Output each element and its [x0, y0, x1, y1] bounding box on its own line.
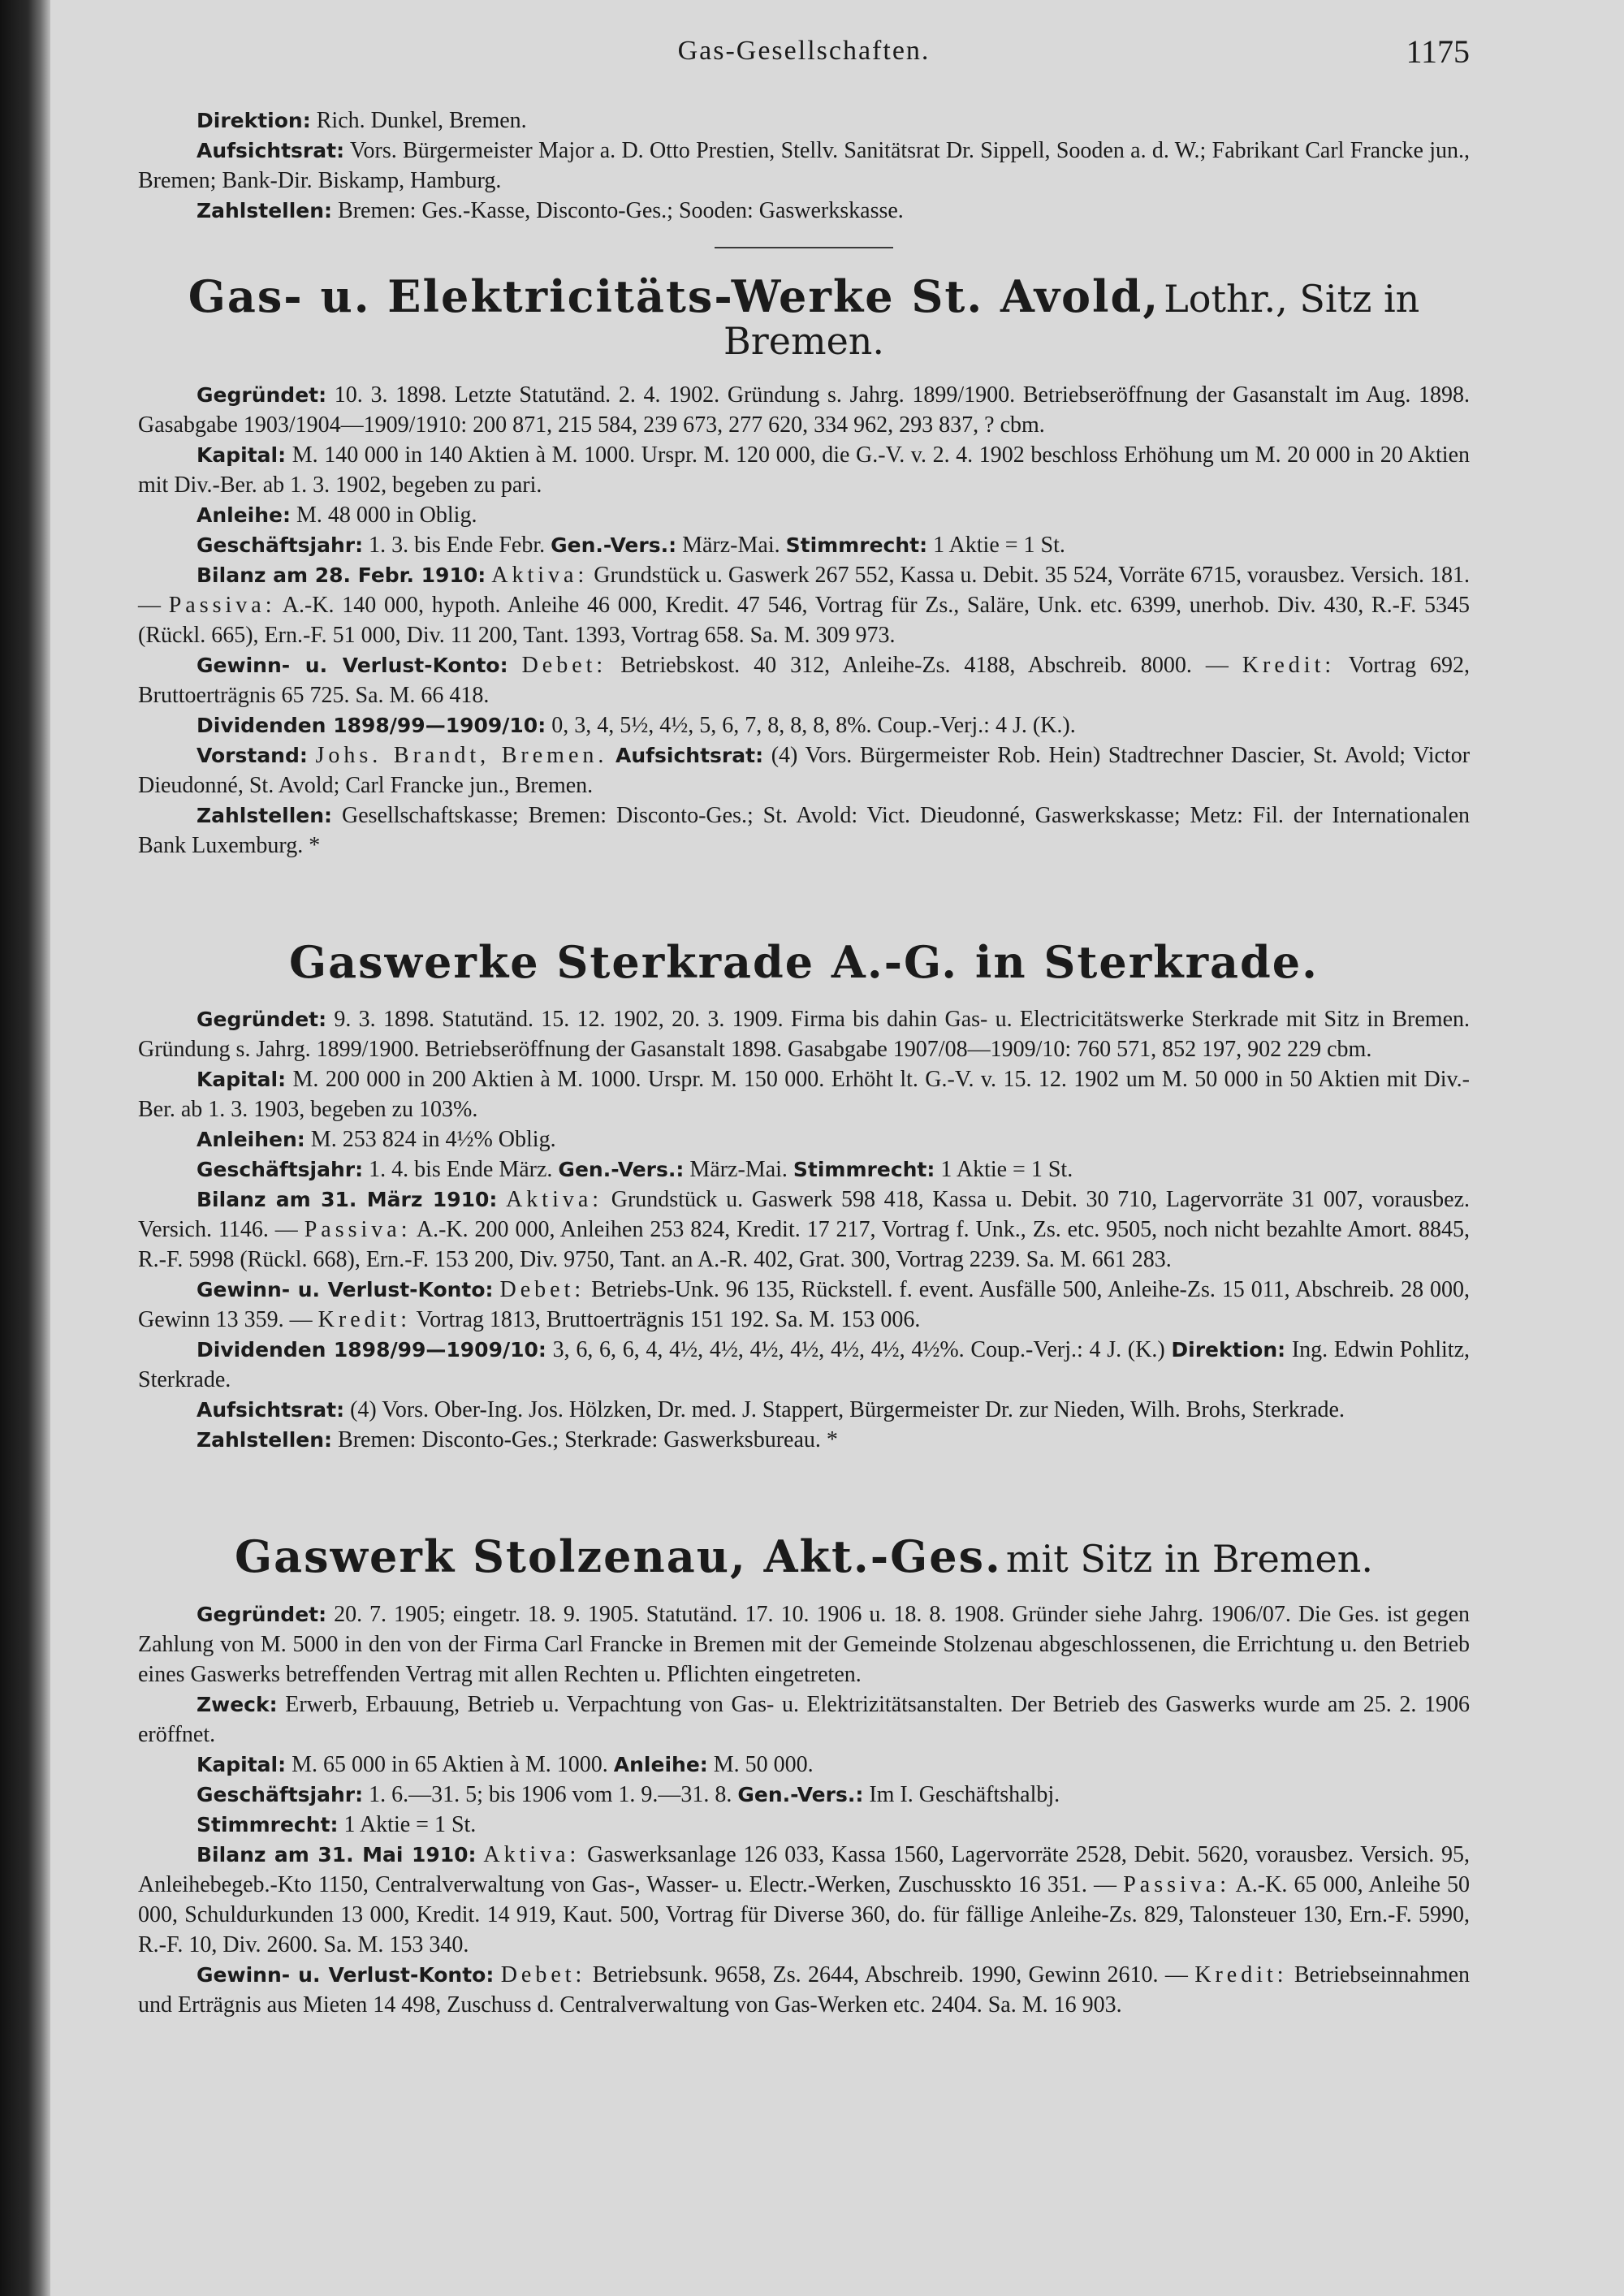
stolzenau-stimmrecht [138, 1810, 1470, 1840]
label: Zahlstellen: [197, 199, 333, 222]
avold-guv [138, 650, 1470, 710]
stolzenau-zweck [138, 1690, 1470, 1750]
text: (4) Vors. Ober-Ing. Jos. Hölzken, Dr. med. J. Stappert, Bürgermeister Dr. zur Nieden, Wilh. Brohs, Sterkrade. [350, 1397, 1345, 1423]
label: Geschäftsjahr: [197, 533, 364, 557]
label: Gewinn- u. Verlust-Konto: [197, 1278, 494, 1302]
aktiva-word: Aktiva: [506, 1187, 603, 1213]
label: Anleihen: [197, 1128, 305, 1152]
label: Direktion: [197, 109, 311, 132]
stolzenau-bilanz [138, 1840, 1470, 1960]
aktiva-word: Aktiva: [491, 562, 589, 588]
text: Vortrag 692, Bruttoerträgnis 65 725. Sa. M. 66 418. [138, 652, 1471, 708]
debet-word: Debet: [521, 652, 607, 678]
sterkrade-aufsichtsrat [138, 1395, 1470, 1425]
text: Betriebskost. 40 312, Anleihe-Zs. 4188, Abschreib. 8000. — [620, 652, 1229, 678]
text: Gesellschaftskasse; Bremen: Disconto-Ges.; St. Avold: Vict. Dieudonné, Gaswerkskasse; Metz: Fil. der Internationalen Bank Luxemburg. * [138, 802, 1470, 858]
stolzenau-gegruendet [138, 1599, 1470, 1690]
label: Zweck: [197, 1692, 278, 1716]
label: Dividenden 1898/99—1909/10: [197, 1338, 546, 1362]
label: Kapital: [197, 1068, 287, 1092]
text: Gaswerksanlage 126 033, Kassa 1560, Lagervorräte 2528, Debit. 5620, vorausbez. Versich. 95, Anleihebegeb.-Kto 1150, Centralverwaltung von Gas-, Wasser- u. Electr.-Werken, Zuschusskto 16 351. — [138, 1841, 1471, 1897]
text: Vors. Bürgermeister Major a. D. Otto Prestien, Stellv. Sanitätsrat Dr. Sippell, Sooden a. d. W.; Fabrikant Carl Francke jun., Bremen; Bank-Dir. Biskamp, Hamburg. [138, 138, 1471, 193]
label: Anleihe: [613, 1752, 708, 1776]
text: 1. 6.—31. 5; bis 1906 vom 1. 9.—31. 8. [369, 1781, 732, 1807]
label: Gen.-Vers.: [551, 533, 677, 557]
debet-word: Debet: [500, 1962, 586, 1987]
avold-kapital [138, 440, 1470, 500]
text: 1 Aktie = 1 St. [940, 1157, 1073, 1183]
section-divider [715, 247, 893, 248]
text: 10. 3. 1898. Letzte Statutänd. 2. 4. 1902. Gründung s. Jahrg. 1899/1900. Betriebseröffnung der Gasanstalt im Aug. 1898. Gasabgabe 1903/1904—1909/1910: 200 871, 215 584, 239 673, 277 620, 334 962, 293 837, ? cbm. [138, 382, 1471, 438]
sterkrade-kapital [138, 1064, 1470, 1124]
kredit-word: Kredit: [1194, 1962, 1288, 1987]
text: 3, 6, 6, 6, 4, 4½, 4½, 4½, 4½, 4½, 4½, 4½%. Coup.-Verj.: 4 J. (K.) [552, 1337, 1165, 1363]
label: Zahlstellen: [197, 1428, 333, 1452]
text: A.-K. 200 000, Anleihen 253 824, Kredit. 17 217, Vortrag f. Unk., Zs. etc. 9505, noch nicht bezahlte Amort. 8845, R.-F. 5998 (Rückl. 668), Ern.-F. 153 200, Div. 9750, Tant. an A.-R. 402, Grat. 300, Vortrag 2239. Sa. M. 661 283. [138, 1217, 1470, 1273]
avold-zahlstellen [138, 801, 1470, 861]
section-gap [138, 1455, 1470, 1513]
text: Grundstück u. Gaswerk 598 418, Kassa u. Debit. 30 710, Lagervorräte 31 007, vorausbez. Versich. 1146. — [138, 1187, 1471, 1243]
text: A.-K. 140 000, hypoth. Anleihe 46 000, Kredit. 47 546, Vortrag für Zs., Saläre, Unk. etc. 6399, unerhob. Div. 430, R.-F. 5345 (Rückl. 665), Ern.-F. 51 000, Div. 11 200, Tant. 1393, Vortrag 658. Sa. M. 309 973. [138, 592, 1470, 648]
label: Aufsichtsrat: [197, 139, 345, 162]
label: Anleihe: [197, 503, 291, 527]
label: Zahlstellen: [197, 803, 333, 827]
text: Betriebs-Unk. 96 135, Rückstell. f. event. Ausfälle 500, Anleihe-Zs. 15 011, Abschreib. 28 000, Gewinn 13 359. — [138, 1277, 1471, 1333]
sterkrade-dividenden [138, 1335, 1470, 1395]
avold-geschaeftsjahr [138, 530, 1470, 560]
company-name: Gaswerk Stolzenau, Akt.-Ges. [235, 1530, 1002, 1583]
label: Kapital: [197, 1752, 287, 1776]
label: Geschäftsjahr: [197, 1158, 364, 1182]
text: M. 48 000 in Oblig. [296, 502, 477, 528]
label: Bilanz am 31. Mai 1910: [197, 1842, 477, 1867]
top-direktion [138, 106, 1470, 136]
avold-gegruendet [138, 380, 1470, 440]
text: M. 253 824 in 4½% Oblig. [310, 1127, 556, 1153]
label: Dividenden 1898/99—1909/10: [197, 713, 546, 737]
sterkrade-gegruendet [138, 1004, 1470, 1064]
kredit-word: Kredit: [1242, 652, 1336, 678]
text: Erwerb, Erbauung, Betrieb u. Verpachtung von Gas- u. Elektrizitätsanstalten. Der Betrieb des Gaswerks wurde am 25. 2. 1906 eröffnet. [138, 1691, 1471, 1747]
avold-bilanz [138, 560, 1470, 650]
company-heading-avold [138, 270, 1470, 364]
company-name: Gaswerke Sterkrade A.-G. in Sterkrade. [289, 935, 1319, 988]
text: Bremen: Disconto-Ges.; Sterkrade: Gaswerksbureau. * [338, 1427, 838, 1453]
aktiva-word: Aktiva: [483, 1841, 581, 1867]
label: Gegründet: [197, 382, 327, 407]
text: März-Mai. [682, 532, 780, 558]
label: Aufsichtsrat: [615, 743, 764, 767]
text: M. 200 000 in 200 Aktien à M. 1000. Urspr. M. 150 000. Erhöht lt. G.-V. v. 15. 12. 1902 um M. 50 000 in 50 Aktien mit Div.-Ber. ab 1. 3. 1903, begeben zu 103%. [138, 1067, 1471, 1123]
stolzenau-guv [138, 1960, 1470, 2020]
text: Bremen: Ges.-Kasse, Disconto-Ges.; Sooden: Gaswerkskasse. [338, 198, 904, 223]
text: 1. 4. bis Ende März. [369, 1157, 553, 1183]
page [138, 32, 1470, 2020]
text: M. 50 000. [713, 1751, 814, 1777]
label: Stimmrecht: [197, 1812, 339, 1836]
label: Gewinn- u. Verlust-Konto: [197, 653, 508, 677]
top-aufsichtsrat [138, 136, 1470, 196]
stolzenau-geschaeftsjahr [138, 1780, 1470, 1810]
company-heading-stolzenau [138, 1530, 1470, 1583]
text: (4) Vors. Bürgermeister Rob. Hein) Stadtrechner Dascier, St. Avold; Victor Dieudonné, St. Avold; Carl Francke jun., Bremen. [138, 742, 1471, 798]
text: 9. 3. 1898. Statutänd. 15. 12. 1902, 20. 3. 1909. Firma bis dahin Gas- u. Electricitätswerke Sterkrade mit Sitz in Bremen. Gründung s. Jahrg. 1899/1900. Betriebseröffnung der Gasanstalt 1898. Gasabgabe 1907/08—1909/10: 760 571, 852 197, 902 229 cbm. [138, 1007, 1471, 1063]
text: Betriebsunk. 9658, Zs. 2644, Abschreib. 1990, Gewinn 2610. — [592, 1962, 1188, 1987]
sterkrade-zahlstellen [138, 1425, 1470, 1455]
label: Kapital: [197, 442, 287, 467]
text: A.-K. 65 000, Anleihe 50 000, Schuldurkunden 13 000, Kredit. 14 919, Kaut. 500, Vortrag für Diverse 360, do. für fällige Anleihe-Zs. 829, Talonsteuer 130, Ern.-F. 5990, R.-F. 10, Div. 2600. Sa. M. 153 340. [138, 1871, 1471, 1957]
text: März-Mai. [689, 1157, 788, 1183]
text: Vortrag 1813, Bruttoerträgnis 151 192. Sa. M. 153 006. [416, 1307, 921, 1333]
label: Gegründet: [197, 1602, 327, 1626]
text: 0, 3, 4, 5½, 4½, 5, 6, 7, 8, 8, 8, 8%. Coup.-Verj.: 4 J. (K.). [551, 712, 1076, 738]
company-heading-sterkrade [138, 935, 1470, 988]
avold-dividenden [138, 710, 1470, 740]
top-zahlstellen [138, 196, 1470, 226]
book-spine-shadow [0, 0, 50, 2296]
passiva-word: Passiva: [168, 592, 276, 618]
label: Bilanz am 31. März 1910: [197, 1188, 498, 1212]
company-name: Gas- u. Elektricitäts-Werke St. Avold, [188, 270, 1160, 322]
running-head [138, 32, 1470, 81]
sterkrade-geschaeftsjahr [138, 1154, 1470, 1185]
page-number: 1175 [1406, 33, 1470, 70]
label: Gen.-Vers.: [558, 1158, 685, 1182]
section-gap [138, 861, 1470, 919]
debet-word: Debet: [499, 1277, 585, 1303]
text: 20. 7. 1905; eingetr. 18. 9. 1905. Statutänd. 17. 10. 1906 u. 18. 8. 1908. Gründer siehe Jahrg. 1906/07. Die Ges. ist gegen Zahlung von M. 5000 in den von der Firma Carl Francke in Bremen mit der Gemeinde Stolzenau abgeschlossenen, die Errichtung u. den Betrieb eines Gaswerks betreffenden Vertrag mit allen Rechten u. Pflichten eingetreten. [138, 1601, 1470, 1687]
sterkrade-bilanz [138, 1185, 1470, 1275]
sterkrade-anleihen [138, 1124, 1470, 1154]
sterkrade-guv [138, 1275, 1470, 1335]
kredit-word: Kredit: [317, 1307, 411, 1333]
text: M. 140 000 in 140 Aktien à M. 1000. Urspr. M. 120 000, die G.-V. v. 2. 4. 1902 beschloss Erhöhung um M. 20 000 in 20 Aktien mit Div.-Ber. ab 1. 3. 1902, begeben zu pari. [138, 442, 1471, 498]
passiva-word: Passiva: [1123, 1871, 1230, 1897]
avold-vorstand [138, 740, 1470, 801]
company-seat: mit Sitz in Bremen. [1005, 1537, 1373, 1582]
label: Geschäftsjahr: [197, 1782, 364, 1806]
text: 1 Aktie = 1 St. [933, 532, 1065, 558]
text: Grundstück u. Gaswerk 267 552, Kassa u. Debit. 35 524, Vorräte 6715, vorausbez. Versich. 181. — [138, 562, 1470, 618]
label: Aufsichtsrat: [197, 1398, 345, 1422]
label: Stimmrecht: [793, 1158, 935, 1182]
label: Stimmrecht: [785, 533, 928, 557]
text: 1. 3. bis Ende Febr. [369, 532, 546, 558]
text: M. 65 000 in 65 Aktien à M. 1000. [292, 1751, 608, 1777]
label: Gewinn- u. Verlust-Konto: [197, 1962, 495, 1987]
text: Rich. Dunkel, Bremen. [316, 108, 527, 133]
avold-anleihe [138, 500, 1470, 530]
stolzenau-kapital [138, 1750, 1470, 1780]
text: Johs. Brandt, Bremen. [315, 742, 608, 768]
label: Bilanz am 28. Febr. 1910: [197, 563, 486, 587]
text: Ing. Edwin Pohlitz, Sterkrade. [138, 1337, 1470, 1393]
label: Vorstand: [197, 743, 308, 767]
running-title: Gas-Gesellschaften. [677, 36, 931, 66]
passiva-word: Passiva: [304, 1217, 412, 1243]
text: Betriebseinnahmen und Erträgnis aus Mieten 14 498, Zuschuss d. Centralverwaltung von Gas-Werken etc. 2404. Sa. M. 16 903. [138, 1962, 1471, 2018]
label: Direktion: [1171, 1338, 1286, 1362]
company-seat: Lothr., Sitz in Bremen. [723, 277, 1420, 364]
text: 1 Aktie = 1 St. [343, 1811, 477, 1837]
label: Gegründet: [197, 1008, 327, 1032]
label: Gen.-Vers.: [737, 1782, 864, 1806]
text: Im I. Geschäftshalbj. [869, 1781, 1060, 1807]
